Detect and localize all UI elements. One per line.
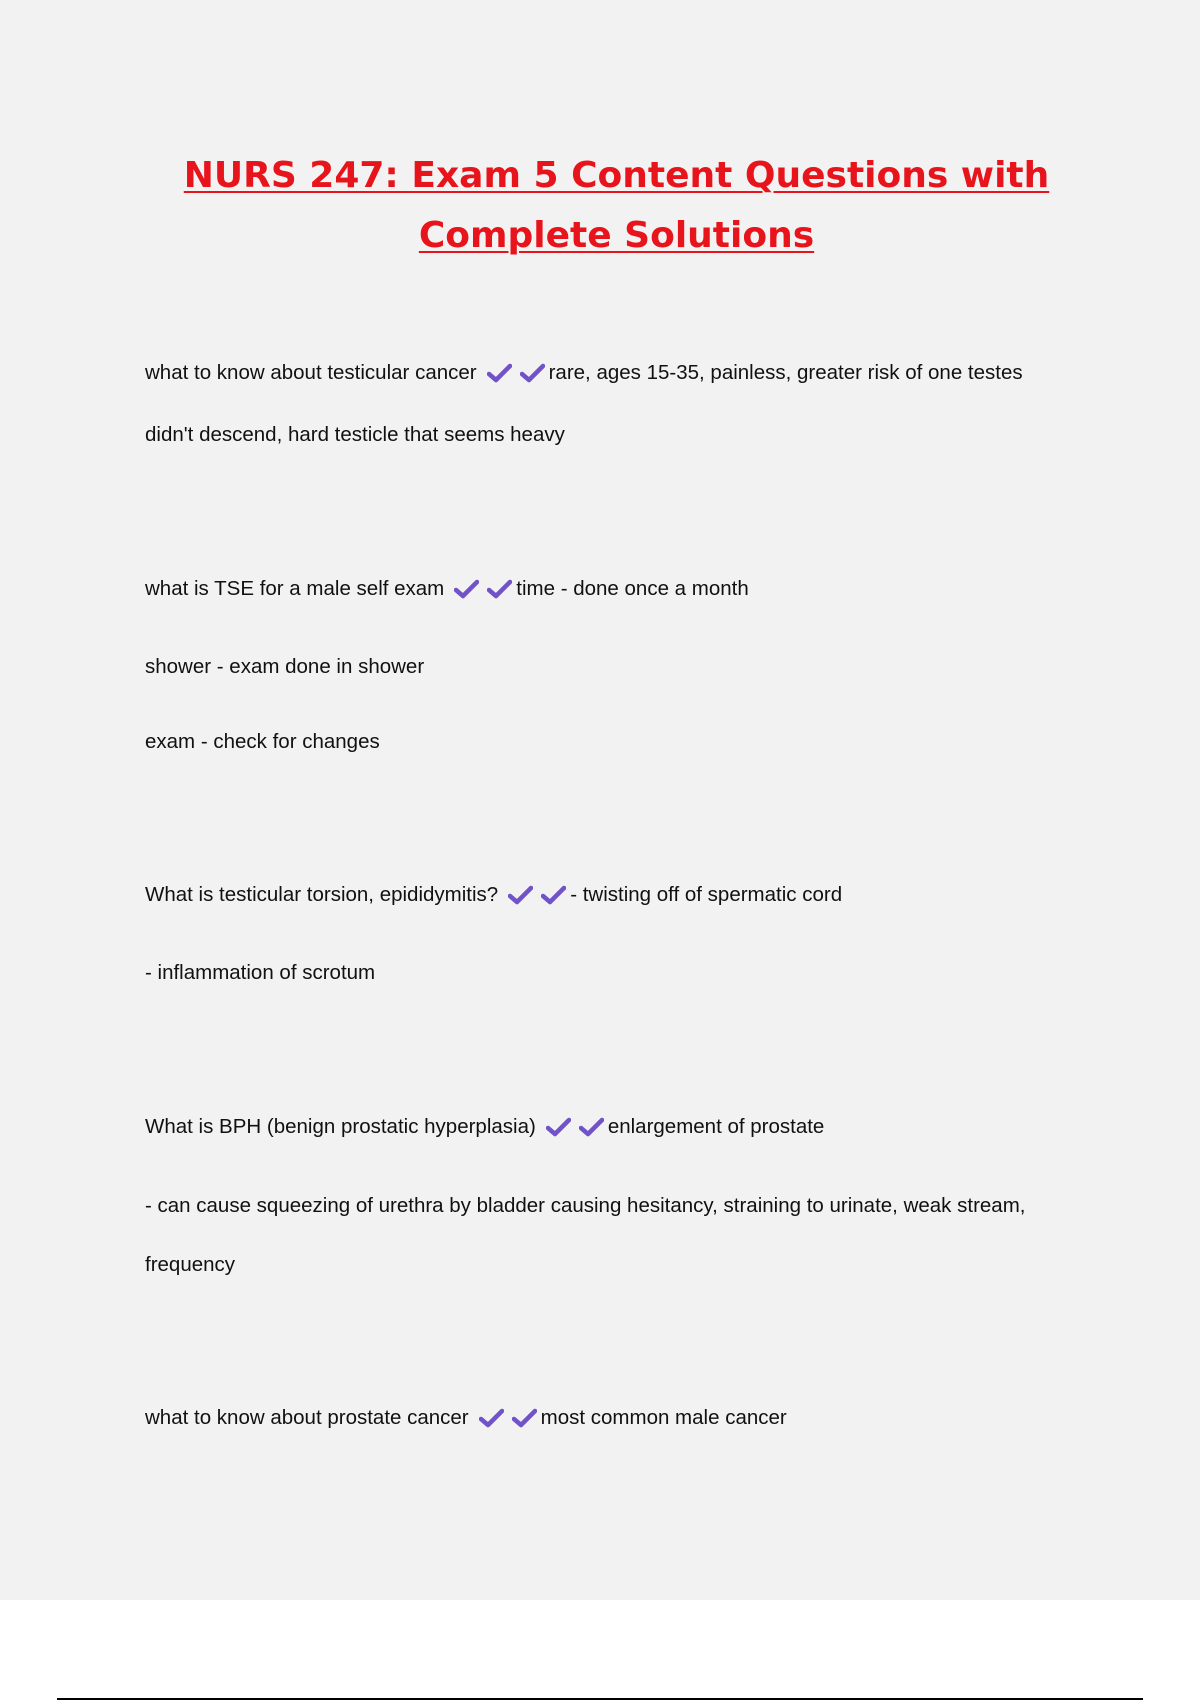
answer-line: - can cause squeezing of urethra by bladder causing hesitancy, straining to urinate, weak stream, (145, 1194, 1026, 1217)
double-check-marks (508, 885, 566, 905)
question-text: what to know about prostate cancer (145, 1406, 469, 1429)
qa-item-question-line (145, 359, 1023, 387)
qa-item-question-line (145, 1113, 824, 1141)
check-icon (479, 1408, 504, 1428)
check-icon (512, 1408, 537, 1428)
double-check-marks (487, 363, 545, 383)
answer-line: - inflammation of scrotum (145, 961, 376, 984)
question-text: what to know about testicular cancer (145, 361, 477, 384)
question-text: What is testicular torsion, epididymitis? (145, 883, 499, 906)
answer-text: rare, ages 15-35, painless, greater risk of one testes (548, 361, 1023, 384)
answer-line: frequency (145, 1253, 236, 1276)
double-check-marks (454, 579, 512, 599)
answer-line: exam - check for changes (145, 730, 380, 753)
qa-item-question-line (145, 881, 842, 909)
double-check-marks (546, 1117, 604, 1137)
check-icon (487, 363, 512, 383)
qa-item-question-line (145, 1404, 787, 1432)
check-icon (541, 885, 566, 905)
answer-text: most common male cancer (540, 1406, 787, 1429)
check-icon (520, 363, 545, 383)
check-icon (454, 579, 479, 599)
answer-text: - twisting off of spermatic cord (570, 883, 843, 906)
answer-line: shower - exam done in shower (145, 655, 425, 678)
check-icon (579, 1117, 604, 1137)
document-title: NURS 247: Exam 5 Content Questions with Complete Solutions (183, 155, 1050, 256)
double-check-marks (479, 1408, 537, 1428)
check-icon (487, 579, 512, 599)
check-icon (508, 885, 533, 905)
question-text: What is BPH (benign prostatic hyperplasia) (145, 1115, 536, 1138)
answer-line: didn't descend, hard testicle that seems heavy (145, 423, 565, 446)
check-icon (546, 1117, 571, 1137)
answer-text: time - done once a month (516, 577, 749, 600)
answer-text: enlargement of prostate (607, 1115, 825, 1138)
question-text: what is TSE for a male self exam (145, 577, 445, 600)
qa-item-question-line (145, 575, 749, 603)
